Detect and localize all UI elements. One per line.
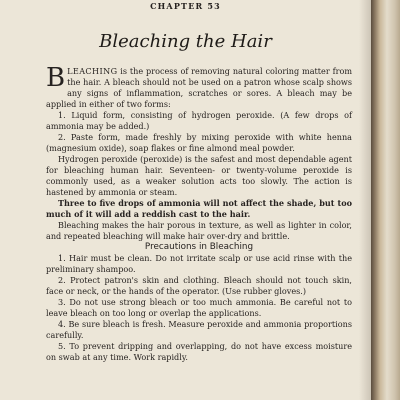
form-item-paste: 2. Paste form, made freshly by mixing peroxide with white henna (magnesium oxide), soap flakes or fine almond meal powder. <box>46 132 352 153</box>
ammonia-paragraph: Three to five drops of ammonia will not affect the shade, but too much of it will add a reddish cast to the hair. <box>46 198 352 219</box>
intro-paragraph <box>46 63 352 110</box>
precaution-item: 2. Protect patron's skin and clothing. Bleach should not touch skin, face or neck, or the hands of the operator. (Use rubber gloves.) <box>46 275 352 296</box>
form-item-liquid: 1. Liquid form, consisting of hydrogen peroxide. (A few drops of ammonia may be added.) <box>46 110 352 131</box>
intro-lead-word: LEACHING <box>67 66 118 76</box>
precaution-item: 4. Be sure bleach is fresh. Measure peroxide and ammonia proportions carefully. <box>46 319 352 340</box>
intro-text: is the process of removing natural coloring matter from the hair. A bleach should not be used on a patron whose scalp shows any signs of inflammation, scratches or sores. A bleach may be applied in either of two forms: <box>46 66 352 109</box>
porous-paragraph: Bleaching makes the hair porous in texture, as well as lighter in color, and repeated bleaching will make hair over-dry and brittle. <box>46 220 352 241</box>
precautions-heading: Precautions in Bleaching <box>144 242 254 252</box>
page-body <box>46 63 352 363</box>
book-page-edges <box>371 0 400 400</box>
drop-cap: B <box>46 63 66 93</box>
precaution-item: 5. To prevent dripping and overlapping, do not have excess moisture on swab at any time. Work rapidly. <box>46 341 352 362</box>
peroxide-paragraph: Hydrogen peroxide (peroxide) is the safest and most dependable agent for bleaching human hair. Seventeen- or twenty-volume peroxide is commonly used, as a weaker solution acts too slowly. The action is hastened by ammonia or steam. <box>46 154 352 197</box>
page-gutter-shadow <box>359 0 371 400</box>
precaution-item: 1. Hair must be clean. Do not irritate scalp or use acid rinse with the preliminary shampoo. <box>46 253 352 274</box>
chapter-heading: CHAPTER 53 <box>150 1 221 11</box>
page-title: Bleaching the Hair <box>99 31 272 52</box>
precaution-item: 3. Do not use strong bleach or too much ammonia. Be careful not to leave bleach on too long or overlap the applications. <box>46 297 352 318</box>
